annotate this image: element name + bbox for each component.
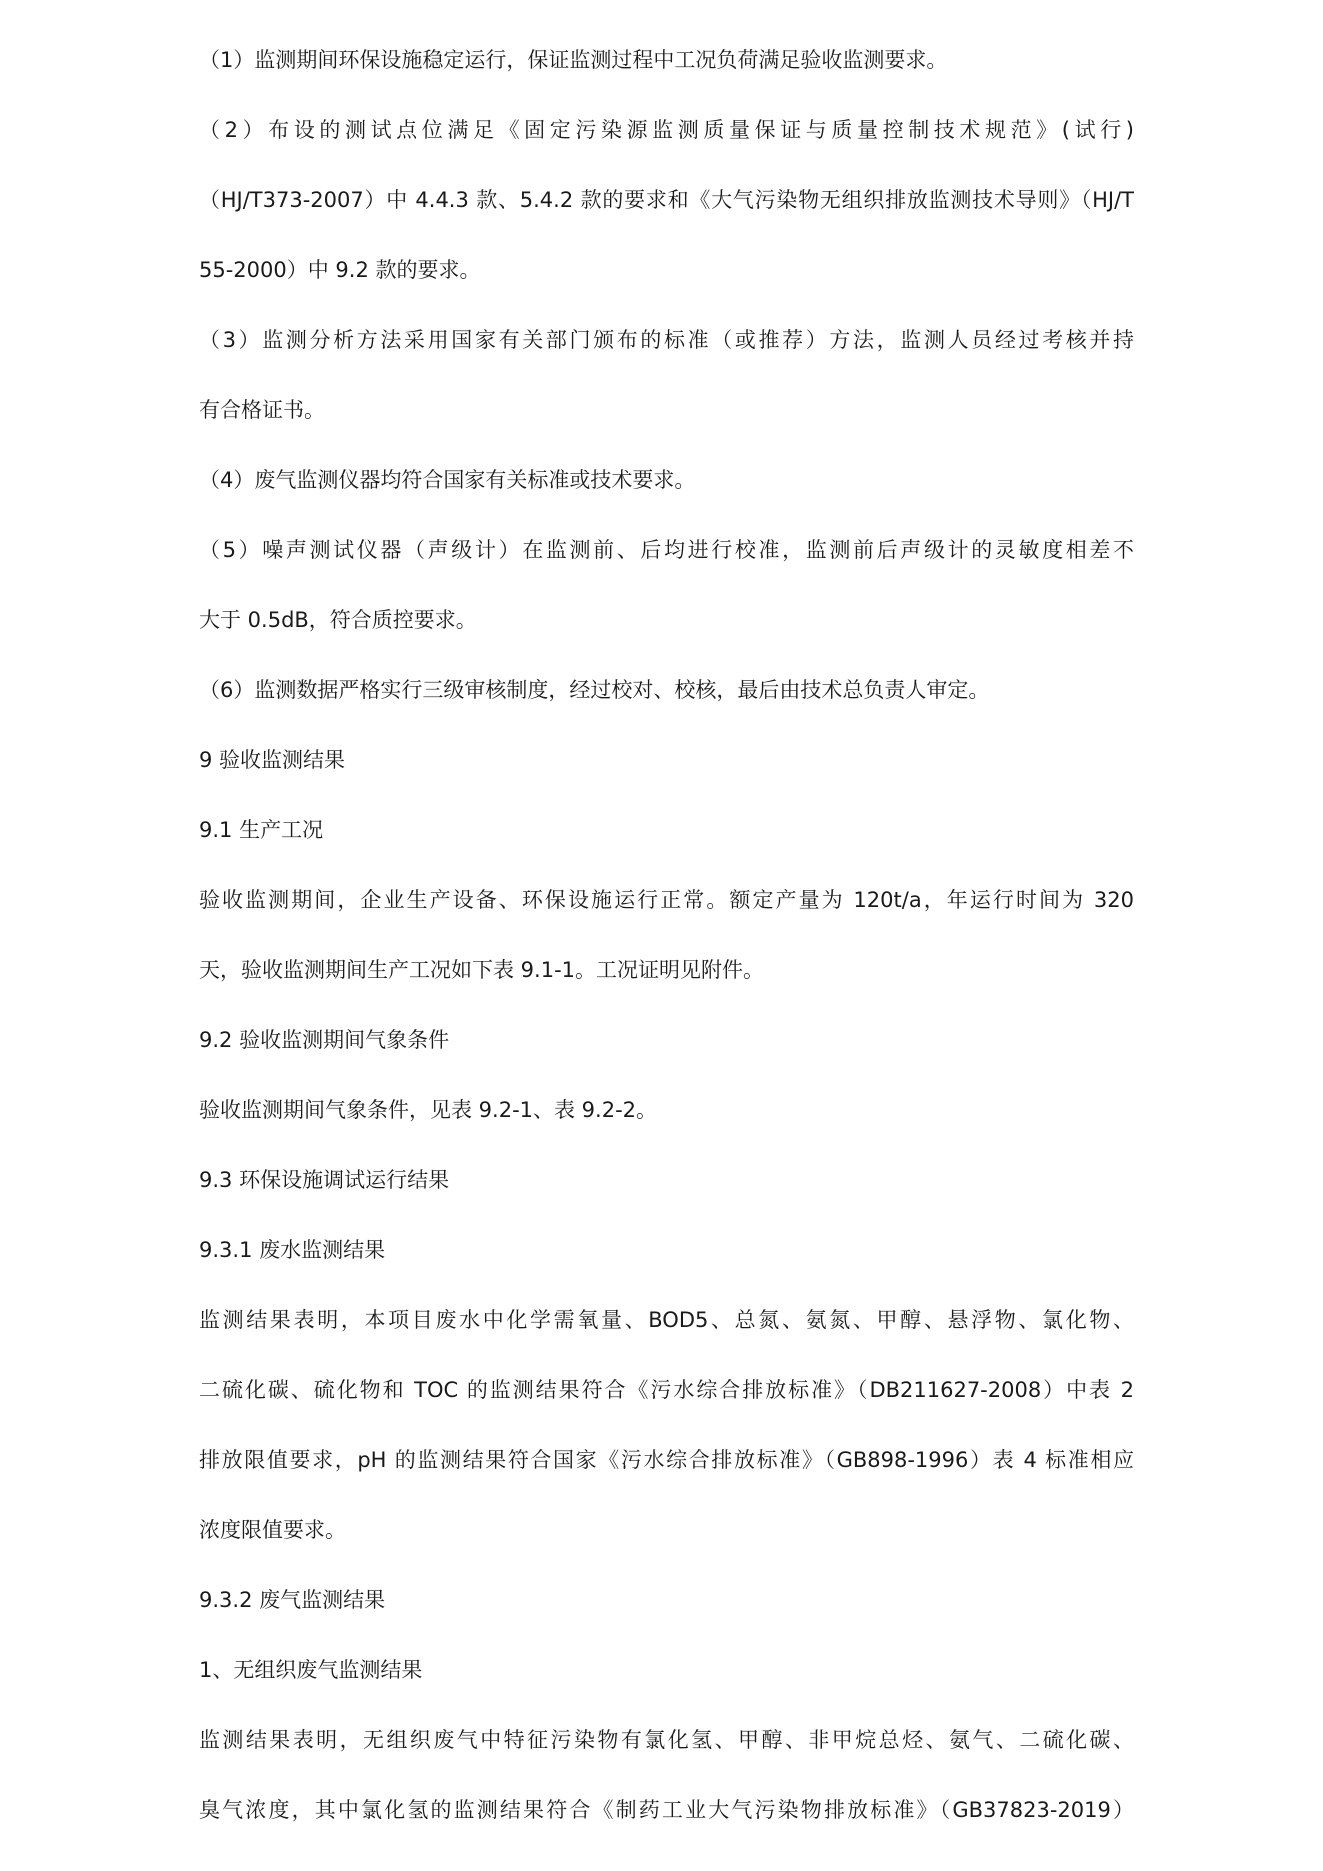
heading-section-9-3-1: 9.3.1 废水监测结果 [199, 1238, 386, 1262]
paragraph-wastewater-cont-1: 二硫化碳、硫化物和 TOC 的监测结果符合《污水综合排放标准》（DB211627-2008）中表 2 [199, 1378, 1134, 1402]
heading-section-9-3: 9.3 环保设施调试运行结果 [199, 1168, 450, 1192]
paragraph-production: 验收监测期间，企业生产设备、环保设施运行正常。额定产量为 120t/a，年运行时间为 320 [199, 888, 1134, 912]
paragraph-fugitive-exhaust: 监测结果表明，无组织废气中特征污染物有氯化氢、甲醇、非甲烷总烃、氨气、二硫化碳、 [199, 1728, 1134, 1752]
paragraph-wastewater-cont-2: 排放限值要求，pH 的监测结果符合国家《污水综合排放标准》（GB898-1996）表 4 标准相应 [199, 1448, 1134, 1472]
paragraph-qc-3: （3）监测分析方法采用国家有关部门颁布的标准（或推荐）方法，监测人员经过考核并持 [199, 328, 1134, 352]
heading-section-9-3-2: 9.3.2 废气监测结果 [199, 1588, 386, 1612]
heading-section-9-2: 9.2 验收监测期间气象条件 [199, 1028, 450, 1052]
paragraph-qc-5-end: 大于 0.5dB，符合质控要求。 [199, 608, 477, 632]
paragraph-qc-1: （1）监测期间环保设施稳定运行，保证监测过程中工况负荷满足验收监测要求。 [199, 48, 948, 72]
paragraph-wastewater: 监测结果表明，本项目废水中化学需氧量、BOD5、总氮、氨氮、甲醇、悬浮物、氯化物、 [199, 1308, 1134, 1332]
paragraph-qc-3-end: 有合格证书。 [199, 398, 325, 422]
heading-section-9: 9 验收监测结果 [199, 748, 346, 772]
heading-fugitive-exhaust: 1、无组织废气监测结果 [199, 1658, 423, 1682]
paragraph-fugitive-exhaust-cont: 臭气浓度，其中氯化氢的监测结果符合《制药工业大气污染物排放标准》（GB37823-2019） [199, 1798, 1134, 1822]
paragraph-qc-2-cont: （HJ/T373-2007）中 4.4.3 款、5.4.2 款的要求和《大气污染物无组织排放监测技术导则》（HJ/T [199, 188, 1134, 212]
paragraph-wastewater-end: 浓度限值要求。 [199, 1518, 346, 1542]
heading-section-9-1: 9.1 生产工况 [199, 818, 324, 842]
paragraph-qc-4: （4）废气监测仪器均符合国家有关标准或技术要求。 [199, 468, 696, 492]
paragraph-production-end: 天，验收监测期间生产工况如下表 9.1-1。工况证明见附件。 [199, 958, 765, 982]
paragraph-weather: 验收监测期间气象条件，见表 9.2-1、表 9.2-2。 [199, 1098, 658, 1122]
paragraph-qc-6: （6）监测数据严格实行三级审核制度，经过校对、校核，最后由技术总负责人审定。 [199, 678, 990, 702]
paragraph-qc-5: （5）噪声测试仪器（声级计）在监测前、后均进行校准，监测前后声级计的灵敏度相差不 [199, 538, 1134, 562]
paragraph-qc-2-end: 55-2000）中 9.2 款的要求。 [199, 258, 481, 282]
paragraph-qc-2: （2）布设的测试点位满足《固定污染源监测质量保证与质量控制技术规范》(试行) [199, 118, 1134, 142]
